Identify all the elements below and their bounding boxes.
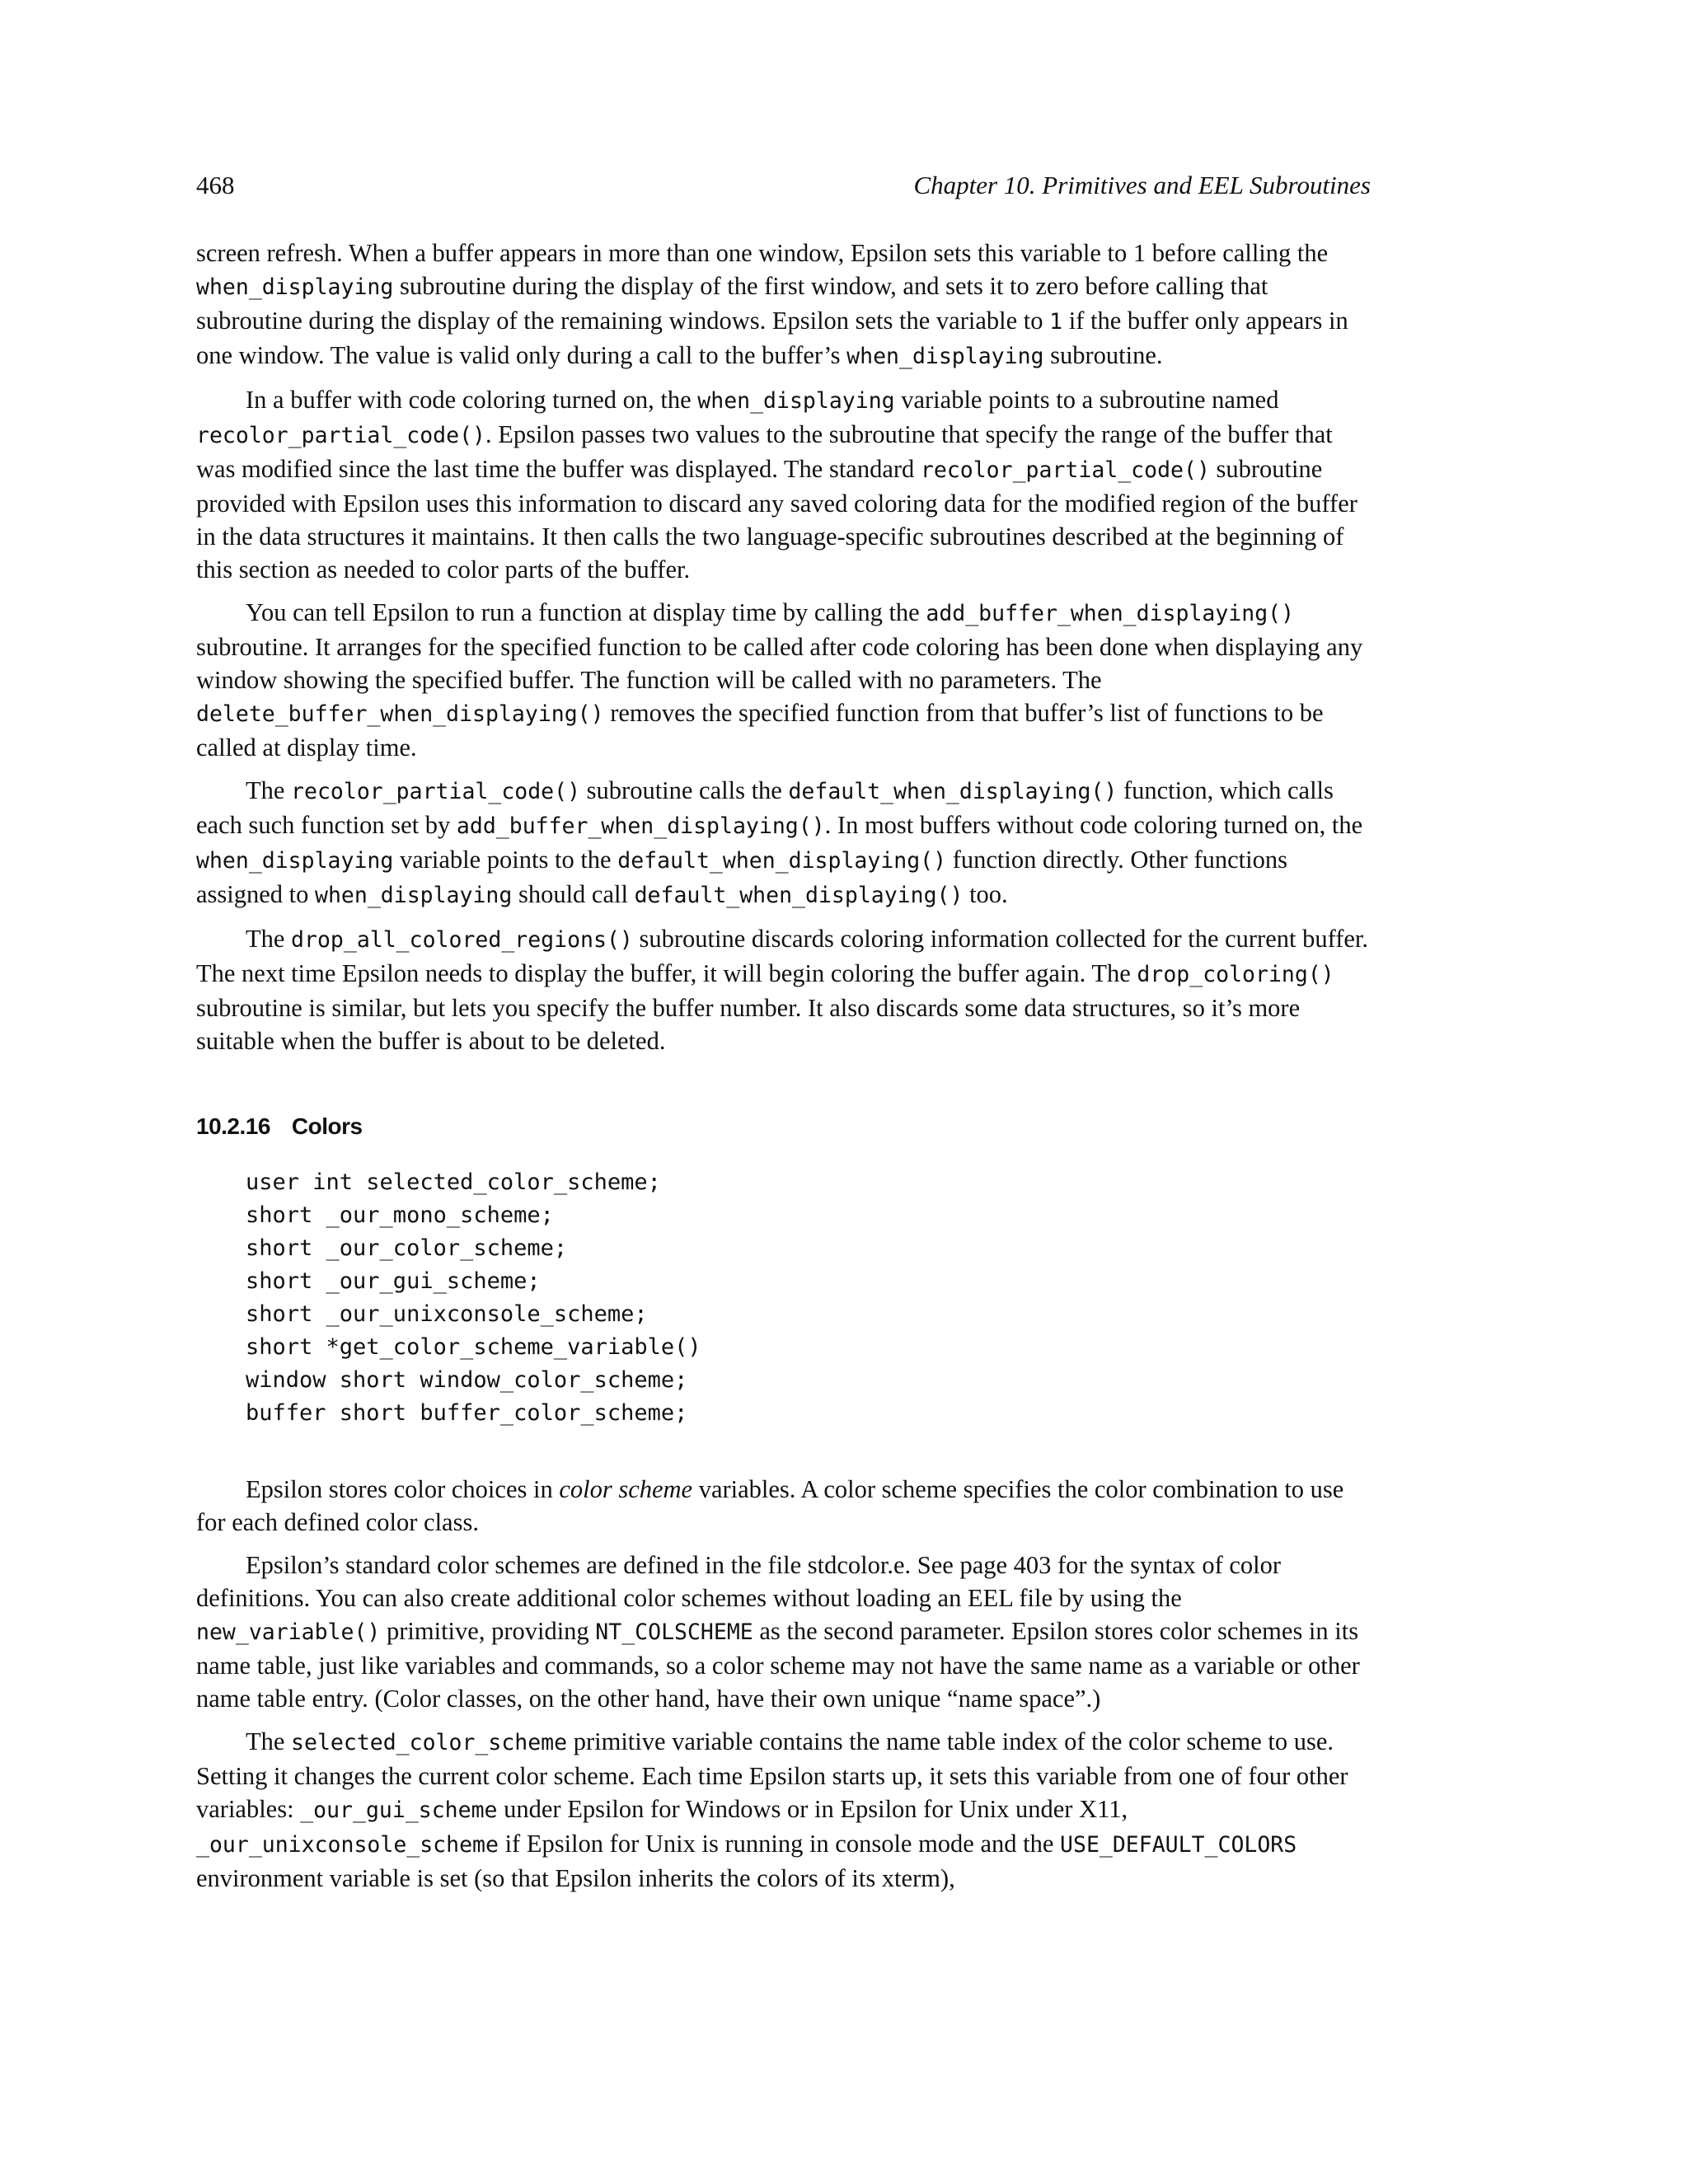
- code-line: short _our_gui_scheme;: [246, 1268, 541, 1294]
- page-number: 468: [196, 171, 235, 199]
- code-term: drop_all_colored_regions(): [291, 927, 633, 953]
- emphasis-term: color scheme: [559, 1475, 693, 1503]
- code-term: USE_DEFAULT_COLORS: [1060, 1832, 1297, 1858]
- text-run: subroutine during the display of the first window, and sets it to zero before calling that subroutine during the display of the remaining windows. Epsilon sets the variable to: [196, 272, 1268, 335]
- paragraph-8: [196, 1725, 1371, 1895]
- text-run: variables. A color scheme specifies the color combination to use for each defined color class.: [196, 1475, 1344, 1536]
- code-term: selected_color_scheme: [291, 1730, 568, 1755]
- code-line: short _our_mono_scheme;: [246, 1202, 554, 1228]
- code-term: _our_gui_scheme: [300, 1797, 498, 1823]
- code-term: recolor_partial_code(): [920, 457, 1210, 483]
- code-line: short *get_color_scheme_variable(): [246, 1334, 701, 1360]
- code-term: delete_buffer_when_displaying(): [196, 701, 604, 727]
- section-heading: [196, 1112, 1371, 1141]
- code-line: short _our_unixconsole_scheme;: [246, 1301, 648, 1327]
- code-term: when_displaying: [315, 883, 513, 908]
- code-term: add_buffer_when_displaying(): [456, 813, 825, 839]
- code-term: recolor_partial_code(): [196, 423, 485, 448]
- text-run: primitive variable contains the name table index of the color scheme to use. Setting it changes the current color scheme. Each time Epsilon starts up, it sets this variable from one of four other variables:: [196, 1727, 1348, 1823]
- text-run: if Epsilon for Unix is running in console mode and the: [498, 1830, 1061, 1858]
- text-run: subroutine calls the: [580, 776, 789, 804]
- code-line: user int selected_color_scheme;: [246, 1169, 661, 1195]
- text-run: variable points to a subroutine named: [894, 386, 1279, 414]
- chapter-title: Chapter 10. Primitives and EEL Subroutines: [913, 171, 1371, 199]
- text-run: as the second parameter. Epsilon stores color schemes in its name table, just like variables and commands, so a color scheme may not have the same name as a variable or other name table entry. (Color classes, on the other hand, have their own unique “name space”.): [196, 1617, 1360, 1713]
- code-term: new_variable(): [196, 1619, 381, 1645]
- text-run: should call: [512, 880, 635, 908]
- code-term: default_when_displaying(): [788, 779, 1118, 804]
- running-header: [196, 169, 1371, 202]
- paragraph-6: [196, 1473, 1371, 1539]
- text-run: subroutine is similar, but lets you specify the buffer number. It also discards some data structures, so it’s more suitable when the buffer is about to be deleted.: [196, 994, 1301, 1055]
- code-term: recolor_partial_code(): [291, 779, 581, 804]
- text-run: removes the specified function from that buffer’s list of functions to be called at display time.: [196, 699, 1324, 762]
- text-run: subroutine provided with Epsilon uses this information to discard any saved coloring data for the modified region of the buffer in the data structures it maintains. It then calls the two language-specific subroutines described at the beginning of this section as needed to color parts of the buffer.: [196, 455, 1357, 583]
- text-run: primitive, providing: [380, 1617, 596, 1645]
- text-run: . In most buffers without code coloring turned on, the: [824, 811, 1363, 839]
- code-line: buffer short buffer_color_scheme;: [246, 1400, 688, 1426]
- text-run: too.: [963, 880, 1008, 908]
- text-run: subroutine discards coloring information collected for the current buffer. The next time Epsilon needs to display the buffer, it will begin coloring the buffer again. The: [196, 925, 1368, 987]
- text-run: You can tell Epsilon to run a function at display time by calling the: [246, 598, 926, 626]
- code-term: add_buffer_when_displaying(): [926, 601, 1295, 626]
- paragraph-2: [196, 383, 1371, 586]
- code-block: [246, 1166, 1371, 1430]
- text-run: The: [246, 776, 292, 804]
- text-run: screen refresh. When a buffer appears in more than one window, Epsilon sets this variable to 1 before calling the: [196, 239, 1329, 267]
- paragraph-5: [196, 922, 1371, 1057]
- text-run: function, which calls each such function set by: [196, 776, 1334, 839]
- code-term: default_when_displaying(): [617, 848, 947, 874]
- text-run: Epsilon’s standard color schemes are defined in the file stdcolor.e. See page 403 for the syntax of color definitions. You can also create additional color schemes without loading an EEL file by using the: [196, 1551, 1282, 1612]
- text-run: subroutine. It arranges for the specified function to be called after code coloring has been done when displaying any window showing the specified buffer. The function will be called with no parameters. The: [196, 633, 1363, 694]
- code-term: drop_coloring(): [1137, 962, 1334, 987]
- code-line: window short window_color_scheme;: [246, 1367, 688, 1393]
- code-term: when_displaying: [846, 344, 1044, 369]
- code-term: NT_COLSCHEME: [595, 1619, 753, 1645]
- text-run: if the buffer only appears in one window. The value is valid only during a call to the buffer’s: [196, 307, 1348, 369]
- text-run: under Epsilon for Windows or in Epsilon for Unix under X11,: [497, 1795, 1128, 1823]
- paragraph-4: [196, 774, 1371, 912]
- text-run: The: [246, 1727, 292, 1755]
- document-page: [196, 169, 1371, 1905]
- text-run: subroutine.: [1043, 341, 1163, 369]
- text-run: variable points to the: [393, 846, 618, 874]
- code-line: short _our_color_scheme;: [246, 1235, 568, 1261]
- code-term: default_when_displaying(): [634, 883, 964, 908]
- text-run: In a buffer with code coloring turned on, the: [246, 386, 698, 414]
- paragraph-7: [196, 1549, 1371, 1715]
- code-term: when_displaying: [697, 388, 895, 414]
- section-number: 10.2.16: [196, 1113, 270, 1139]
- code-term: when_displaying: [196, 274, 394, 300]
- code-term: _our_unixconsole_scheme: [196, 1832, 499, 1858]
- code-term: 1: [1049, 309, 1063, 335]
- text-run: . Epsilon passes two values to the subroutine that specify the range of the buffer that was modified since the last time the buffer was displayed. The standard: [196, 420, 1333, 483]
- text-run: The: [246, 925, 292, 953]
- section-title: Colors: [291, 1113, 363, 1139]
- text-run: function directly. Other functions assigned to: [196, 846, 1287, 908]
- paragraph-1: [196, 237, 1371, 373]
- paragraph-3: [196, 596, 1371, 764]
- code-term: when_displaying: [196, 848, 394, 874]
- text-run: environment variable is set (so that Epsilon inherits the colors of its xterm),: [196, 1864, 955, 1892]
- text-run: Epsilon stores color choices in: [246, 1475, 560, 1503]
